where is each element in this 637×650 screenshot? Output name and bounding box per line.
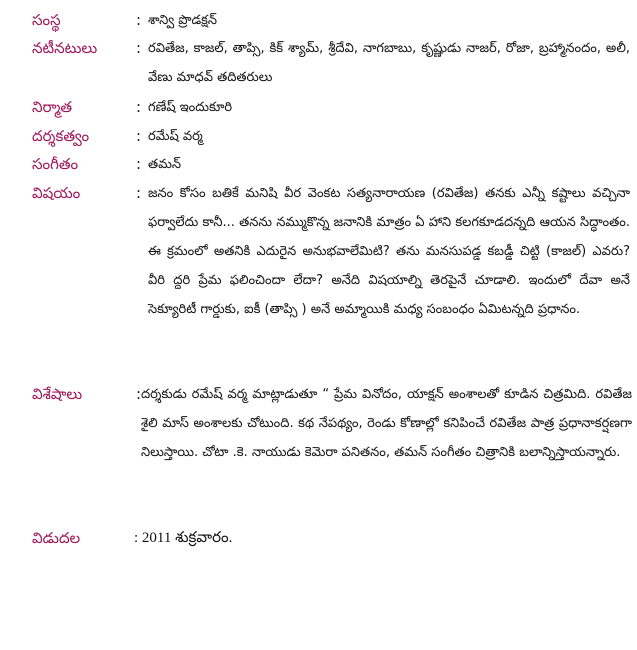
cast-label: నటీనటులు xyxy=(32,39,98,57)
producer-value: గణేష్ ఇందుకూరి xyxy=(148,100,233,115)
banner-label: సంస్థ xyxy=(32,11,61,29)
release-label: విడుదల xyxy=(32,529,81,547)
story-label: విషయం xyxy=(32,184,81,202)
banner-row xyxy=(0,6,637,35)
director-value: రమేష్ వర్మ xyxy=(148,129,203,144)
producer-label: నిర్మాత xyxy=(32,98,73,116)
highlights-row xyxy=(0,380,637,496)
music-label: సంగీతం xyxy=(32,155,79,173)
director-label: దర్శకత్వం xyxy=(32,127,90,145)
highlights-value: దర్శకుడు రమేష్ వర్మ మాట్లాడుతూ “ ప్రేమ వినోదం, యాక్షన్ అంశాలతో కూడిన చిత్రమిది. రవితేజ శైలి మాస్ అంశాలకు చోటుంది. కథ నేపథ్యం, రెండు కోణాల్లో కనిపించే రవితేజ పాత్ర ప్రధానాకర్షణగా నిలుస్తాయి. చోటా .కె. నాయుడు కెమెరా పనితనం, తమన్ సంగీతం చిత్రానికి బలాన్నిస్తాయన్నారు. xyxy=(141,387,632,460)
story-value: జనం కోసం బతికే మనిషి వీర వెంకట సత్యనారాయణ (రవితేజ) తనకు ఎన్నీ కష్టాలు వచ్చినా ఫర్వాలేదు కానీ... తనను నమ్ముకొన్న జనానికి మాత్రం ఏ హాని కలగకూడదన్నది ఆయన సిద్ధాంతం. ఈ క్రమంలో అతనికి ఎదురైన అనుభవాలేమిటి? తను మనసుపడ్డ కబడ్డీ చిట్టి (కాజల్) ఎవరు? వీరి ద్దరి ప్రేమ ఫలించిందా లేదా? అనేది విషయాల్ని తెరపైనే చూడాలి. ఇందులో దేవా అనే సెక్యూరిటీ గార్డుకు, ఐకీ (తాప్సి ) అనే అమ్మాయికి మధ్య సంబంధం ఏమిటన్నది ప్రధానం. xyxy=(148,186,630,317)
cast-value: రవితేజ, కాజల్, తాప్సి, కిక్ శ్యామ్, శ్రీదేవి, నాగబాబు, కృష్ణుడు నాజర్, రోజా, బ్రహ్మానందం, అలీ, వేణు మాధవ్ తదితరులు xyxy=(148,41,630,85)
director-colon: : xyxy=(136,127,142,145)
story-colon: : xyxy=(136,184,142,202)
music-value: తమన్ xyxy=(148,157,181,172)
banner-value: శాన్వి ప్రొడక్షన్ xyxy=(148,13,218,28)
release-row xyxy=(0,524,637,553)
banner-colon: : xyxy=(136,11,142,29)
cast-row xyxy=(0,34,637,92)
music-colon: : xyxy=(136,155,142,173)
release-value: : 2011 శుక్రవారం. xyxy=(134,530,233,546)
story-row xyxy=(0,179,637,382)
producer-row xyxy=(0,93,637,122)
producer-colon: : xyxy=(136,98,142,116)
music-row xyxy=(0,150,637,179)
highlights-label: విశేషాలు xyxy=(32,385,83,403)
cast-colon: : xyxy=(136,39,142,57)
highlights-colon: : xyxy=(136,385,142,403)
director-row xyxy=(0,122,637,151)
